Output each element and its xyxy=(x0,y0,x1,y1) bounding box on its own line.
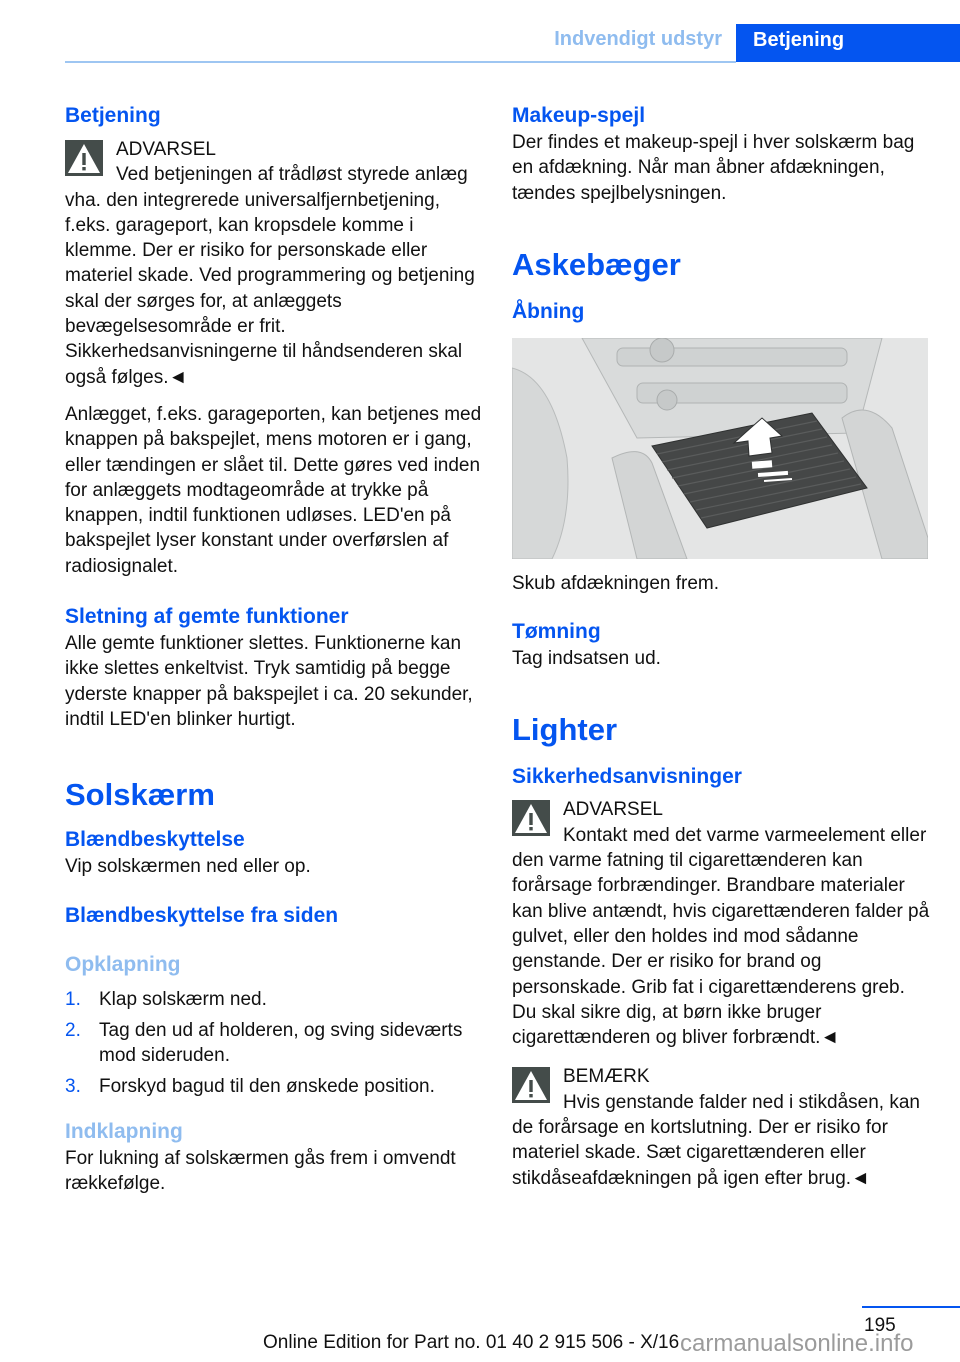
warning-text: Ved betjeningen af trådløst styrede anlæg vha. den integrerede universalfjernbetjening, f.eks. garageport, kan kropsdele komme i klemme. Der er risiko for personskade eller materiel skade. Ved programmering og betjening skal der sørges for, at anlæggets bevægelsesområde er frit. Sikkerhedsanvisningerne til håndsenderen skal også følges.◄ xyxy=(65,164,475,388)
warning-triangle-icon xyxy=(65,140,103,176)
notice-triangle-icon xyxy=(512,1067,550,1103)
watermark: carmanualsonline.info xyxy=(680,1330,914,1357)
heading-indklapning: Indklapning xyxy=(65,1119,183,1143)
heading-blaendbeskyttelse: Blændbeskyttelse xyxy=(65,828,245,852)
step-text: Tag den ud af holderen, og sving sideværts mod sideruden. xyxy=(99,1019,463,1067)
tomning-body: Tag indsatsen ud. xyxy=(512,648,661,670)
heading-blaend-side: Blændbeskyttelse fra siden xyxy=(65,903,339,927)
heading-askebaeger: Askebæger xyxy=(512,246,681,282)
step-item xyxy=(65,1074,485,1099)
step-item xyxy=(65,987,485,1012)
warning-title: ADVARSEL xyxy=(563,799,663,821)
heading-abning: Åbning xyxy=(512,299,585,323)
ashtray-caption: Skub afdækningen frem. xyxy=(512,572,720,594)
step-number: 3. xyxy=(65,1076,81,1098)
indklapning-body: For lukning af solskærmen gås frem i omvendt rækkefølge. xyxy=(65,1147,456,1195)
left-column xyxy=(65,102,485,1196)
header-rule xyxy=(65,61,736,63)
heading-opklapning: Opklapning xyxy=(65,952,181,976)
warning-triangle-icon xyxy=(512,800,550,836)
right-column xyxy=(512,102,932,1191)
heading-tomning: Tømning xyxy=(512,620,601,644)
betjening-body: Anlægget, f.eks. garageporten, kan betjenes med knappen på bakspejlet, mens motoren er i gang, eller tændingen er slået til. Dette gøres ved inden for anlæggets modtageområde at trykke på knappen, indtil funktionen udløses. LED'en på bakspejlet lyser konstant under overførslen af radiosignalet. xyxy=(65,403,482,577)
warning-block xyxy=(65,135,485,390)
note-block xyxy=(512,1062,932,1190)
makeup-body: Der findes et makeup-spejl i hver solskærm bag en afdækning. Når man åbner afdækningen, tændes spejlbelysningen. xyxy=(512,132,915,204)
heading-makeup-spejl: Makeup-spejl xyxy=(512,104,646,127)
heading-solskaerm: Solskærm xyxy=(65,777,215,813)
step-text: Klap solskærm ned. xyxy=(99,988,267,1010)
page-number: 195 xyxy=(864,1315,896,1336)
step-item xyxy=(65,1018,485,1069)
header-section-tab xyxy=(736,24,960,62)
warning-title: ADVARSEL xyxy=(116,139,216,160)
step-text: Forskyd bagud til den ønskede position. xyxy=(99,1076,435,1098)
note-text: Hvis genstande falder ned i stikdåsen, kan de forårsage en kortslutning. Der er risiko for materiel skade. Sæt cigarettænderen eller stikdåseafdækningen på igen efter brug.◄ xyxy=(512,1091,920,1189)
header-chapter: Indvendigt udstyr xyxy=(554,28,722,50)
heading-lighter: Lighter xyxy=(512,712,618,748)
footer-rule xyxy=(862,1306,960,1308)
note-title: BEMÆRK xyxy=(563,1066,650,1088)
ashtray-illustration xyxy=(512,338,928,559)
heading-sletning: Sletning af gemte funktioner xyxy=(65,605,349,629)
sletning-body: Alle gemte funktioner slettes. Funktionerne kan ikke slettes enkeltvist. Tryk samtidig på begge yderste knapper på bakspejlet i ca. 20 sekunder, indtil LED'en blinker hurtigt. xyxy=(65,633,473,730)
heading-betjening: Betjening xyxy=(65,104,161,127)
warning-text: Kontakt med det varme varmeelement eller den varme fatning til cigarettænderen kan forårsage forbrændinger. Brandbare materialer kan blive antændt, hvis cigarettænderen falder på gulvet, eller den holdes ind mod sådanne genstande. Der er risiko for brand og personskade. Grib fat i cigarettænderens greb. Du skal sikre dig, at børn ikke bruger cigarettænderen og bliver forbrændt.◄ xyxy=(512,824,930,1049)
step-number: 2. xyxy=(65,1019,81,1041)
heading-sikkerhedsanvisninger: Sikkerhedsanvisninger xyxy=(512,765,742,789)
footer-edition: Online Edition for Part no. 01 40 2 915 506 - X/16 xyxy=(263,1332,680,1353)
blaendbeskyttelse-body: Vip solskærmen ned eller op. xyxy=(65,856,311,878)
header-section-label: Betjening xyxy=(753,29,845,51)
warning-block xyxy=(512,795,932,1050)
opklapning-steps xyxy=(65,987,485,1100)
step-number: 1. xyxy=(65,988,81,1010)
